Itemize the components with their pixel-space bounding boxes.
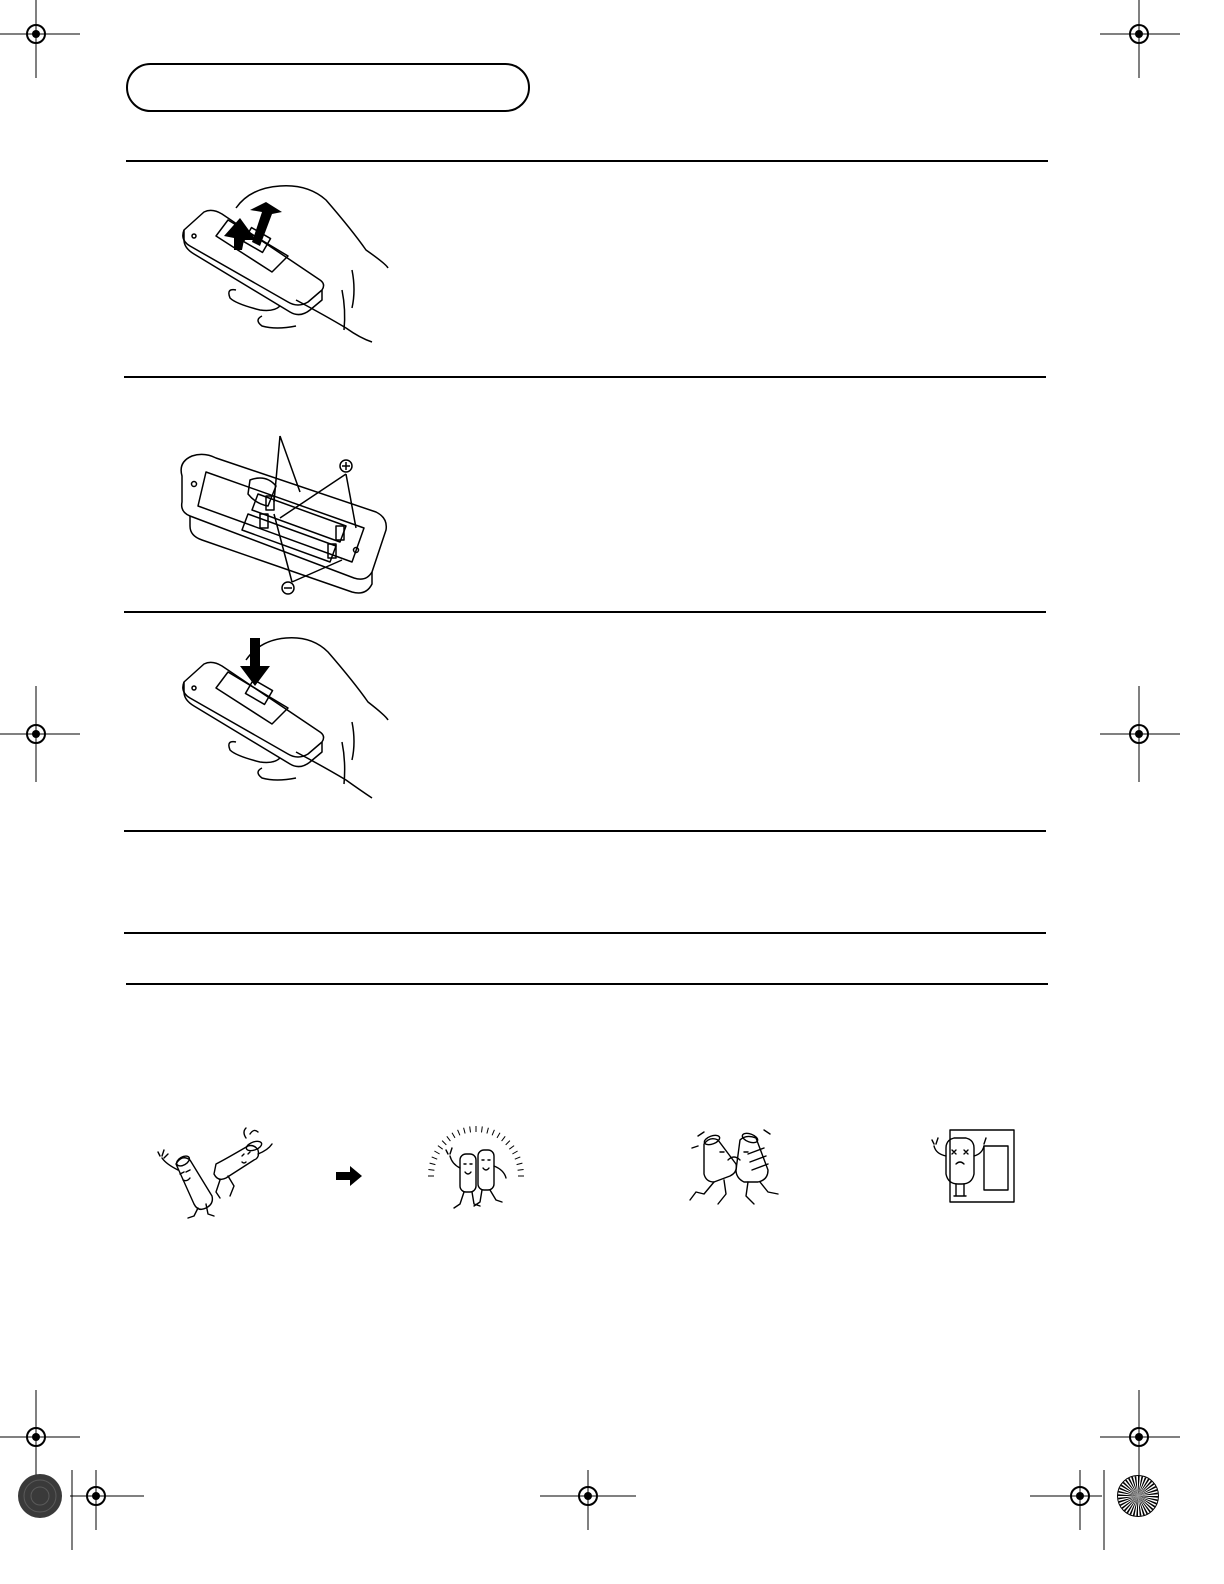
starburst-ray bbox=[1118, 1494, 1138, 1496]
sparkle-ray bbox=[432, 1157, 438, 1159]
sparkle-ray bbox=[517, 1163, 523, 1165]
sparkle-ray bbox=[447, 1136, 451, 1141]
fighting-batteries-illustration bbox=[684, 1124, 784, 1210]
sparkle-ray bbox=[464, 1128, 466, 1134]
gray-density-patch bbox=[16, 1472, 64, 1520]
battery-disposal-illustration bbox=[928, 1126, 1020, 1206]
sparkle-ray bbox=[492, 1130, 494, 1136]
sparkle-ray bbox=[452, 1133, 455, 1138]
sparkle-ray bbox=[438, 1146, 443, 1150]
section-title-box bbox=[126, 63, 530, 112]
sparkle-ray bbox=[442, 1141, 446, 1145]
sparkle-ray bbox=[434, 1151, 439, 1154]
sparkle-ray bbox=[518, 1170, 524, 1171]
sparkle-ray bbox=[470, 1126, 471, 1132]
sparkle-ray bbox=[506, 1141, 510, 1145]
sparkle-ray bbox=[482, 1126, 483, 1132]
rule-notice-bottom bbox=[126, 983, 1048, 985]
sparkle-ray bbox=[458, 1130, 460, 1136]
rule-top bbox=[126, 160, 1048, 162]
sparkle-ray bbox=[487, 1128, 489, 1134]
starburst-ray bbox=[1136, 1496, 1138, 1516]
sparkle-ray bbox=[509, 1146, 514, 1150]
tired-batteries-illustration bbox=[150, 1124, 274, 1222]
sparkle-ray bbox=[430, 1163, 436, 1165]
starburst-ray bbox=[1138, 1496, 1158, 1498]
registration-mark-mid-right bbox=[1100, 686, 1180, 782]
sparkle-ray bbox=[497, 1133, 500, 1138]
starburst-target bbox=[1116, 1474, 1160, 1518]
sparkle-ray bbox=[502, 1136, 506, 1141]
arrow-right-icon bbox=[336, 1166, 362, 1186]
open-cover-illustration bbox=[176, 180, 396, 350]
registration-mark-mid-left bbox=[0, 686, 80, 782]
registration-mark-bottom-strip-right bbox=[1030, 1470, 1110, 1550]
sparkle-ray bbox=[428, 1170, 434, 1171]
sparkle-ray bbox=[512, 1151, 517, 1154]
rule-step-4 bbox=[124, 830, 1046, 832]
registration-mark-bottom-strip-left bbox=[70, 1470, 150, 1550]
rule-step-3 bbox=[124, 611, 1046, 613]
registration-mark-bottom-right bbox=[1100, 1390, 1180, 1480]
sparkle-ray bbox=[515, 1157, 521, 1159]
rule-notice-top bbox=[124, 932, 1046, 934]
close-cover-illustration bbox=[176, 632, 396, 802]
starburst-ray bbox=[1138, 1476, 1140, 1496]
registration-mark-bottom-strip-center bbox=[540, 1470, 640, 1550]
rule-step-2 bbox=[124, 376, 1046, 378]
insert-batteries-illustration bbox=[176, 432, 396, 594]
registration-mark-bottom-left bbox=[0, 1390, 80, 1480]
happy-batteries-illustration bbox=[424, 1124, 528, 1216]
registration-mark-top-left bbox=[0, 0, 80, 80]
registration-mark-top-right bbox=[1100, 0, 1180, 80]
